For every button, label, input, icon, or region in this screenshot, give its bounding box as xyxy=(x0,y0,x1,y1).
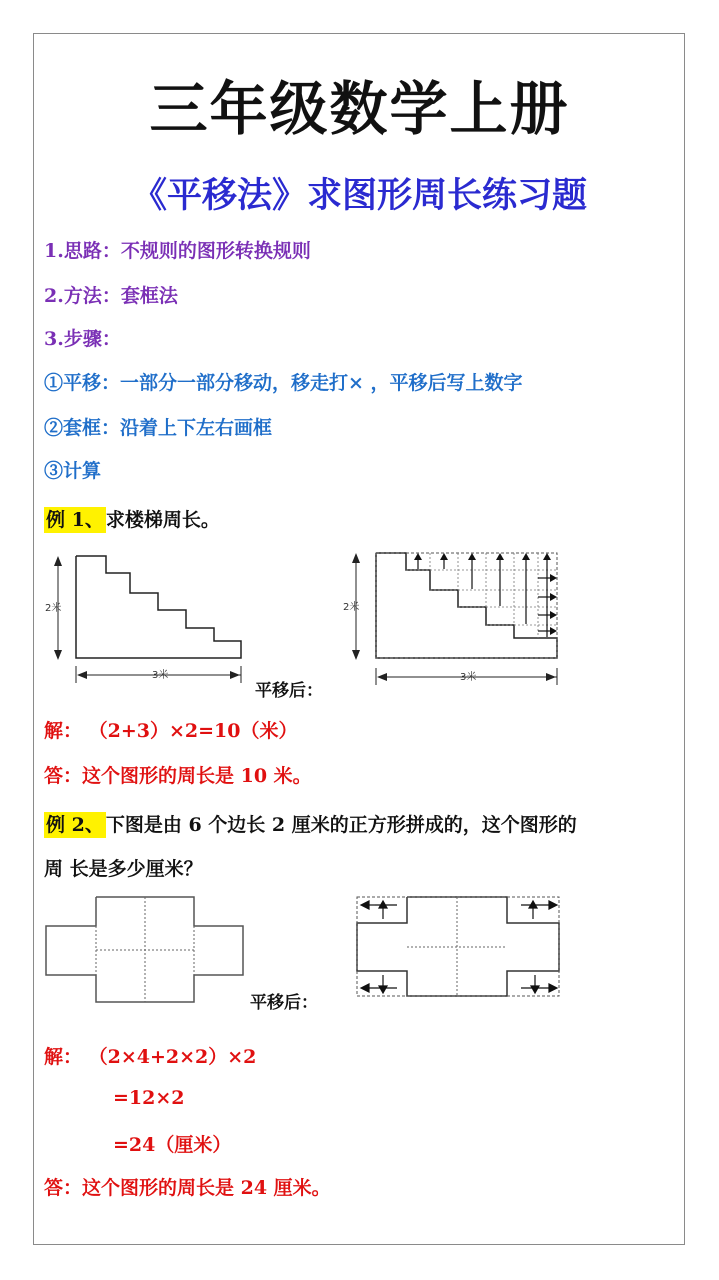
steps-label: 3.步骤： xyxy=(44,328,121,350)
step-1-text: ①平移：一部分一部分移动，移走打× ，平移后写上数字 xyxy=(44,372,523,394)
step-2-text: ②套框：沿着上下左右画框 xyxy=(44,417,273,439)
width-label: 3米 xyxy=(152,670,169,681)
method-text: 2.方法：套框法 xyxy=(44,285,178,307)
example-1-after-label: 平移后： xyxy=(255,681,323,701)
example-1-solution: 解： （2+3）×2=10（米） xyxy=(44,720,298,742)
cross-shape-outline-translated xyxy=(357,897,559,996)
cross-shape-translated-figure xyxy=(355,893,563,999)
example-1-heading xyxy=(44,505,220,532)
width-arrow-right xyxy=(230,671,240,679)
height-label-translated: 2米 xyxy=(343,602,360,613)
example-2-answer: 答：这个图形的周长是 24 厘米。 xyxy=(44,1177,331,1199)
example-2-question-line2: 周 长是多少厘米？ xyxy=(44,858,203,880)
example-2-question-line1: 下图是由 6 个边长 2 厘米的正方形拼成的，这个图形的 xyxy=(105,814,577,836)
example-2-solution-line3: =24（厘米） xyxy=(113,1134,232,1156)
example-1-question: 求楼梯周长。 xyxy=(105,509,220,531)
staircase-figure xyxy=(40,548,255,688)
cross-shape-figure xyxy=(44,893,246,1005)
height-label: 2米 xyxy=(45,603,62,614)
example-1-label: 例 1、 xyxy=(46,509,104,531)
example-1-answer: 答：这个图形的周长是 10 米。 xyxy=(44,765,312,787)
up-arrows xyxy=(414,553,551,637)
height-arrow-bottom xyxy=(54,650,62,660)
thinking-text: 1.思路：不规则的图形转换规则 xyxy=(44,240,311,262)
dashed-frame xyxy=(376,553,557,658)
width-arrow-left xyxy=(77,671,87,679)
page-subtitle: 《平移法》求图形周长练习题 xyxy=(131,175,587,216)
height-arrow-top xyxy=(54,556,62,566)
example-2-solution-line2: =12×2 xyxy=(113,1087,185,1109)
width-label-translated: 3米 xyxy=(460,672,477,683)
example-2-after-label: 平移后： xyxy=(250,993,318,1013)
staircase-outline-translated xyxy=(376,553,557,658)
page-title: 三年级数学上册 xyxy=(149,75,570,143)
staircase-outline xyxy=(76,556,241,658)
step-3-text: ③计算 xyxy=(44,460,102,482)
example-2-heading xyxy=(44,810,577,837)
example-2-solution-line1: 解： （2×4+2×2）×2 xyxy=(44,1046,257,1068)
staircase-translated-figure xyxy=(338,545,568,690)
example-2-label: 例 2、 xyxy=(46,814,104,836)
dashed-frame-2 xyxy=(357,897,559,996)
